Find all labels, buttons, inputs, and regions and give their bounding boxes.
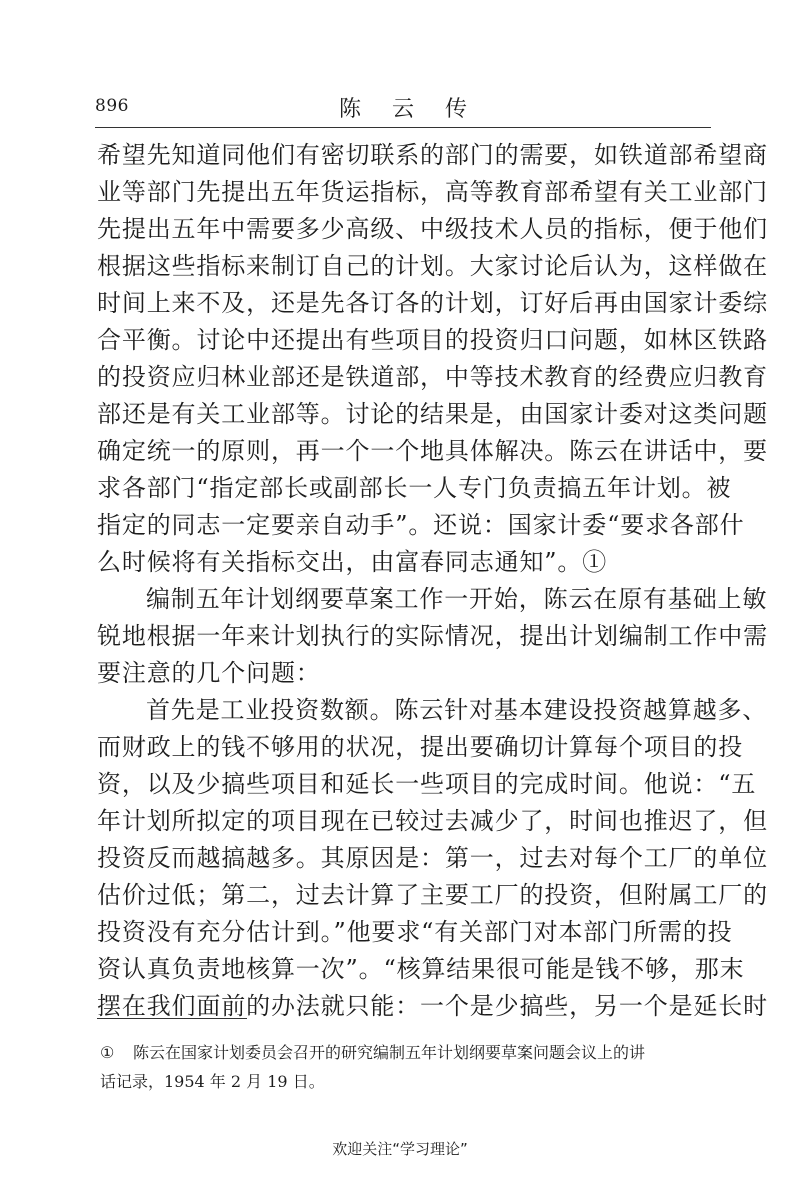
paragraph-start-line: 首先是工业投资数额。陈云针对基本建设投资越算越多、: [146, 696, 768, 724]
footnote-line-2: 话记录，1954 年 2 月 19 日。: [100, 1072, 325, 1091]
body-line: 指定的同志一定要亲自动手”。还说：国家计委“要求各部什: [97, 511, 745, 539]
body-text: [97, 137, 768, 1025]
footnote-marker: ①: [100, 1043, 115, 1062]
footnote-text: 陈云在国家计划委员会召开的研究编制五年计划纲要草案问题会议上的讲: [133, 1043, 646, 1062]
header-rule: [95, 127, 711, 128]
body-line: 年计划所拟定的项目现在已较过去减少了，时间也推迟了，但: [97, 807, 768, 835]
body-line: 资，以及少搞些项目和延长一些项目的完成时间。他说：“五: [97, 770, 757, 798]
body-line: 的投资应归林业部还是铁道部，中等技术教育的经费应归教育: [97, 363, 768, 391]
footnote: [100, 1038, 715, 1096]
body-line: 锐地根据一年来计划执行的实际情况，提出计划编制工作中需: [97, 622, 768, 650]
body-line: 摆在我们面前的办法就只能：一个是少搞些，另一个是延长时: [97, 992, 768, 1020]
page-number: 896: [95, 96, 129, 116]
body-line: 部还是有关工业部等。讨论的结果是，由国家计委对这类问题: [97, 400, 768, 428]
body-line: 合平衡。讨论中还提出有些项目的投资归口问题，如林区铁路: [97, 326, 768, 354]
paragraph-start-line: 编制五年计划纲要草案工作一开始，陈云在原有基础上敏: [146, 585, 768, 613]
body-line: 投资反而越搞越多。其原因是：第一，过去对每个工厂的单位: [97, 844, 768, 872]
body-line: 求各部门“指定部长或副部长一人专门负责搞五年计划。被: [97, 474, 732, 502]
body-line: 根据这些指标来制订自己的计划。大家讨论后认为，这样做在: [97, 252, 768, 280]
body-line: 么时候将有关指标交出，由富春同志通知”。①: [97, 548, 608, 576]
body-line: 确定统一的原则，再一个一个地具体解决。陈云在讲话中，要: [97, 437, 768, 465]
body-line: 投资没有充分估计到。”他要求“有关部门对本部门所需的投: [97, 918, 733, 946]
running-title: 陈 云 传: [339, 97, 479, 122]
body-line: 时间上来不及，还是先各订各的计划，订好后再由国家计委综: [97, 289, 768, 317]
body-line: 要注意的几个问题：: [97, 659, 321, 687]
body-line: 希望先知道同他们有密切联系的部门的需要，如铁道部希望商: [97, 141, 768, 169]
footnote-line-1: [100, 1038, 715, 1067]
body-line: 业等部门先提出五年货运指标，高等教育部希望有关工业部门: [97, 178, 768, 206]
body-line: 先提出五年中需要多少高级、中级技术人员的指标，便于他们: [97, 215, 768, 243]
page-header: [95, 92, 711, 126]
body-line: 资认真负责地核算一次”。“核算结果很可能是钱不够，那末: [97, 955, 745, 983]
body-line: 估价过低；第二，过去计算了主要工厂的投资，但附属工厂的: [97, 881, 768, 909]
footnote-rule: [97, 1018, 247, 1019]
watermark-caption: 欢迎关注“学习理论”: [332, 1140, 468, 1158]
body-line: 而财政上的钱不够用的状况，提出要确切计算每个项目的投: [97, 733, 744, 761]
